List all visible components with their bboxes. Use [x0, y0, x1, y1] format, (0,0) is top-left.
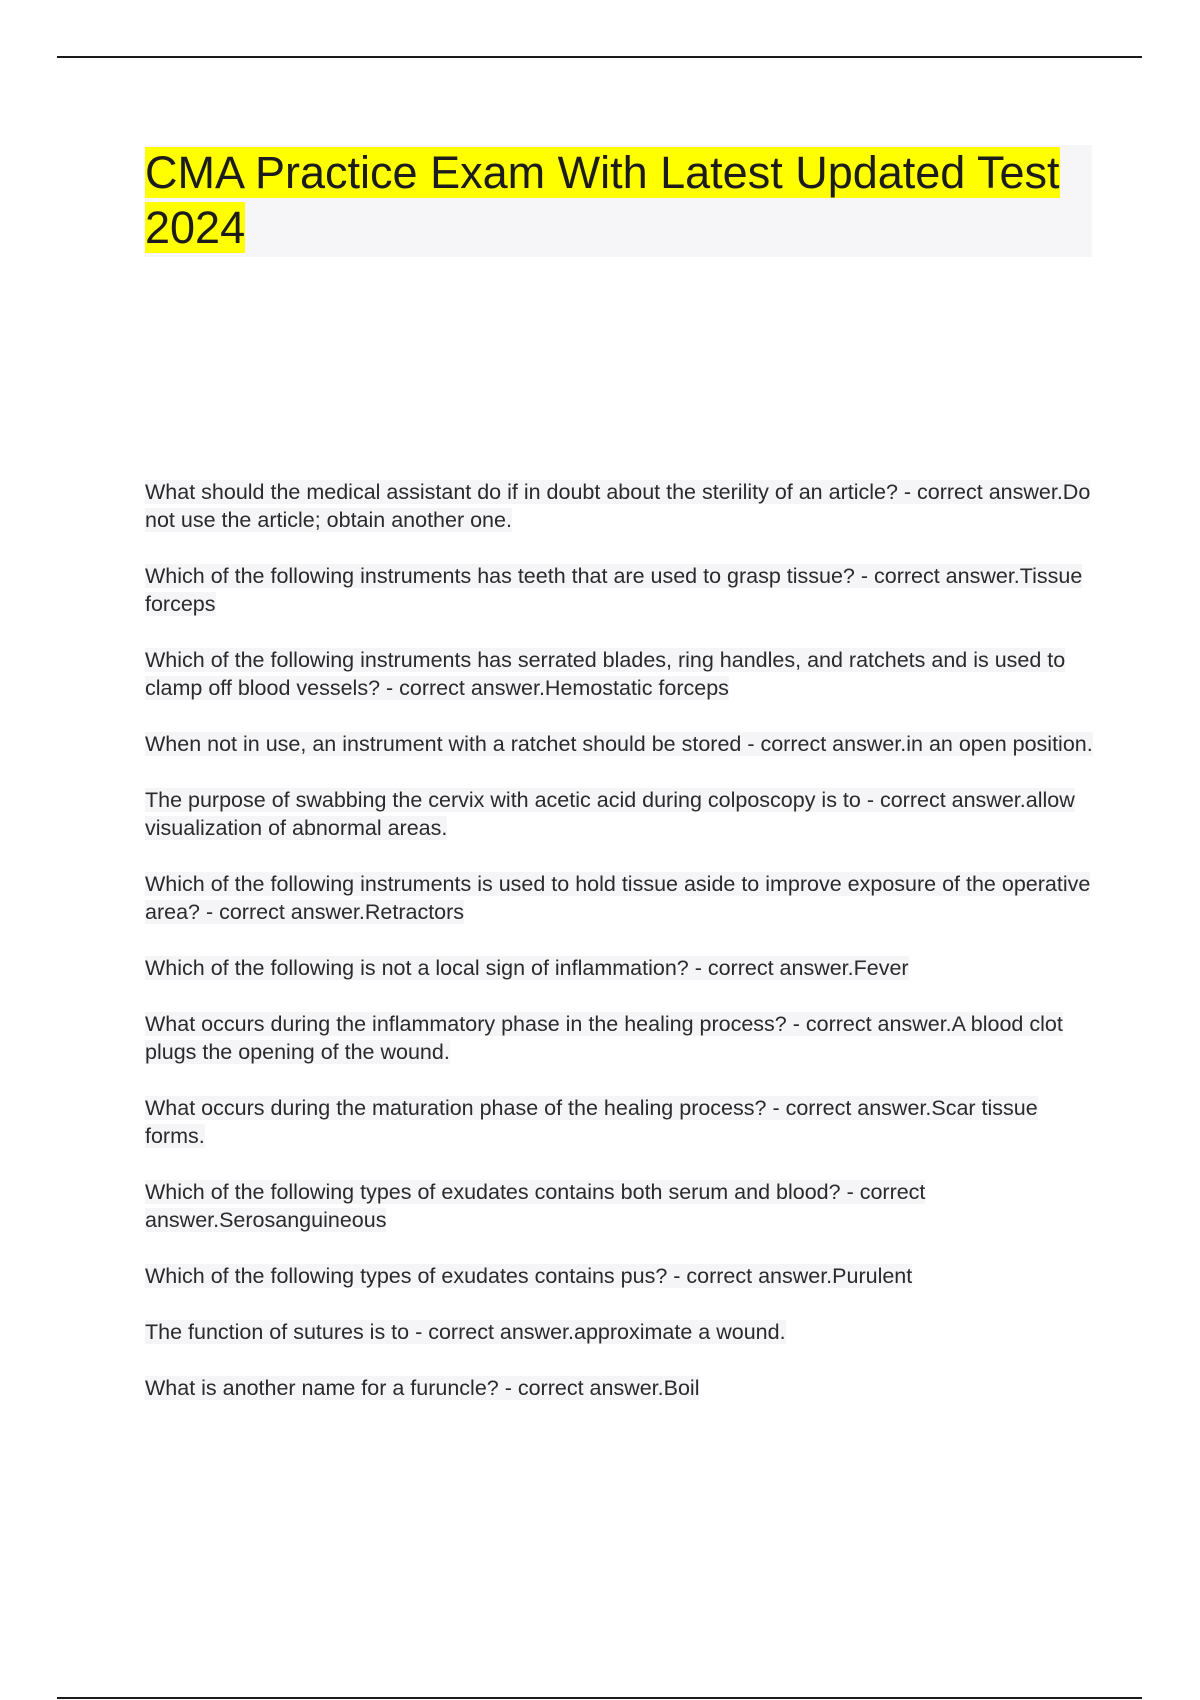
qa-item-text: Which of the following is not a local sign of inflammation? - correct answer.Fever [145, 956, 909, 980]
qa-item [145, 730, 1095, 758]
bottom-rule [57, 1697, 1142, 1699]
qa-item [145, 1094, 1095, 1150]
qa-item [145, 1318, 1095, 1346]
qa-item [145, 786, 1095, 842]
top-rule [57, 56, 1142, 58]
qa-item-text: The purpose of swabbing the cervix with acetic acid during colposcopy is to - correct answer.allow visualization of abnormal areas. [145, 788, 1075, 840]
qa-item [145, 1178, 1095, 1234]
qa-item-text: Which of the following instruments has serrated blades, ring handles, and ratchets and is used to clamp off blood vessels? - correct answer.Hemostatic forceps [145, 648, 1066, 700]
qa-item [145, 870, 1095, 926]
qa-item-text: What is another name for a furuncle? - correct answer.Boil [145, 1376, 700, 1400]
qa-item-text: The function of sutures is to - correct answer.approximate a wound. [145, 1320, 786, 1344]
qa-item [145, 1262, 1095, 1290]
qa-item-text: What should the medical assistant do if in doubt about the sterility of an article? - correct answer.Do not use the article; obtain another one. [145, 480, 1091, 532]
qa-item [145, 1374, 1095, 1402]
qa-item-text: What occurs during the maturation phase of the healing process? - correct answer.Scar tissue forms. [145, 1096, 1038, 1148]
qa-item-text: What occurs during the inflammatory phase in the healing process? - correct answer.A blood clot plugs the opening of the wound. [145, 1012, 1063, 1064]
title-block [145, 145, 1092, 257]
qa-item-text: Which of the following types of exudates contains pus? - correct answer.Purulent [145, 1264, 913, 1288]
qa-item [145, 646, 1095, 702]
qa-item [145, 1010, 1095, 1066]
document-title [145, 145, 1092, 255]
qa-item-text: Which of the following instruments has teeth that are used to grasp tissue? - correct answer.Tissue forceps [145, 564, 1083, 616]
qa-item-text: Which of the following types of exudates contains both serum and blood? - correct answer.Serosanguineous [145, 1180, 926, 1232]
qa-item [145, 478, 1095, 534]
qa-item [145, 562, 1095, 618]
document-title-text: CMA Practice Exam With Latest Updated Test 2024 [145, 147, 1060, 253]
qa-item [145, 954, 1095, 982]
qa-item-text: Which of the following instruments is used to hold tissue aside to improve exposure of the operative area? - correct answer.Retractors [145, 872, 1091, 924]
question-answer-list [145, 478, 1095, 1430]
qa-item-text: When not in use, an instrument with a ratchet should be stored - correct answer.in an open position. [145, 732, 1093, 756]
